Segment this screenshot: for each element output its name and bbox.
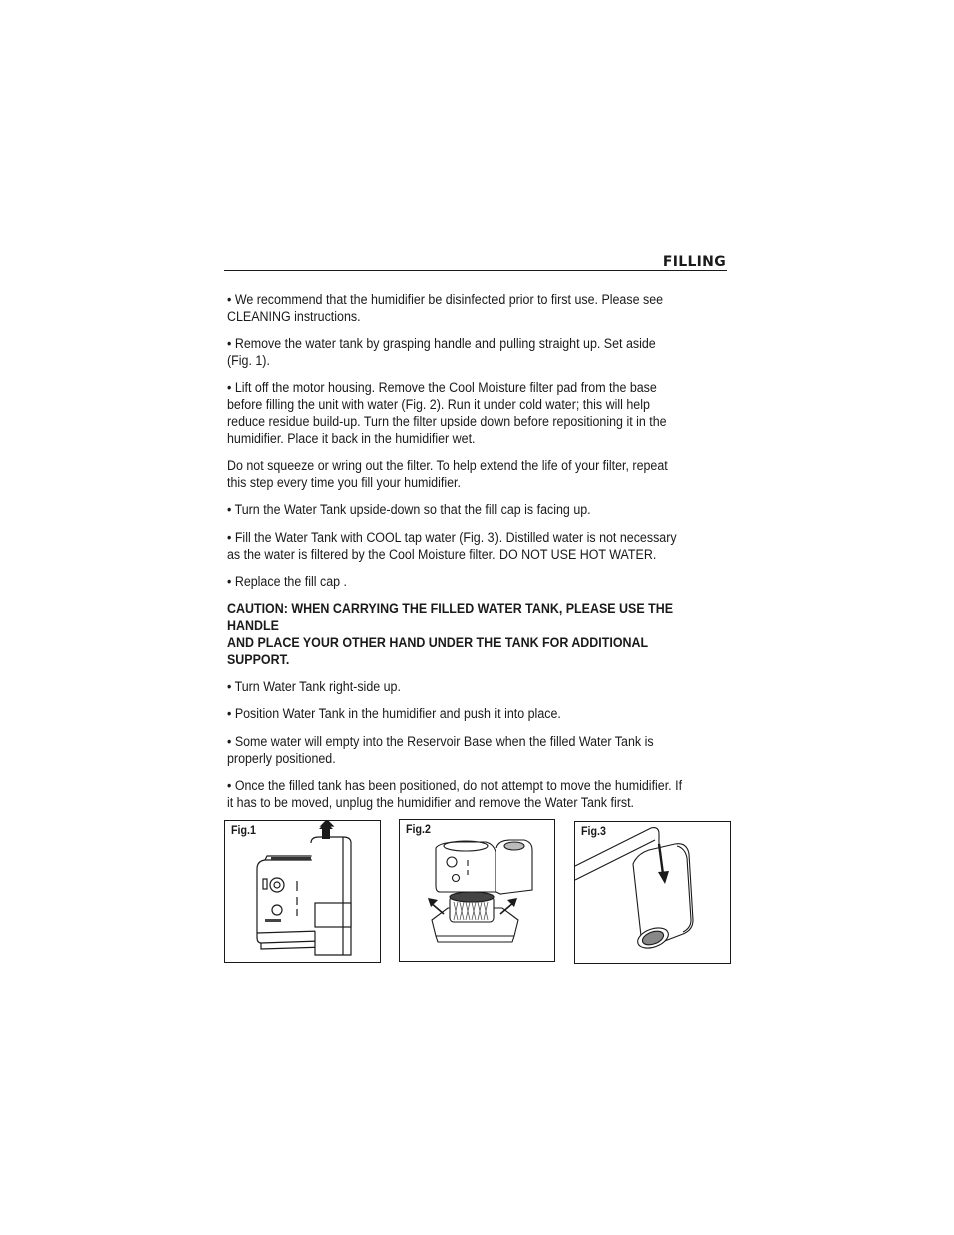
figure-3-label: Fig.3 — [581, 826, 606, 838]
header-rule — [224, 270, 727, 271]
paragraph-10: • Position Water Tank in the humidifier and push it into place. — [227, 706, 561, 722]
filter-removal-illustration — [400, 820, 554, 961]
figure-2-label: Fig.2 — [406, 824, 431, 836]
paragraph-4: Do not squeeze or wring out the filter. To help extend the life of your filter, repeat this step every time you fill your humidifier. — [227, 458, 668, 490]
paragraph-7: • Replace the fill cap . — [227, 573, 347, 589]
paragraph-3: • Lift off the motor housing. Remove the Cool Moisture filter pad from the base before filling the unit with water (Fig. 2). Run it under cold water; this will help reduce residue build-up. Turn the filter upside down before repositioning it in the humidifier. Place it back in the humidifier wet. — [227, 380, 667, 446]
tank-filling-illustration — [575, 822, 730, 963]
paragraph-2: • Remove the water tank by grasping handle and pulling straight up. Set aside (Fig. 1). — [227, 336, 656, 368]
figure-2 — [399, 819, 555, 962]
paragraph-1: • We recommend that the humidifier be disinfected prior to first use. Please see CLEANING instructions. — [227, 292, 664, 324]
section-title: FILLING — [662, 254, 726, 270]
paragraph-9: • Turn Water Tank right-side up. — [227, 679, 401, 695]
humidifier-tank-removal-illustration — [225, 821, 380, 962]
paragraph-6: • Fill the Water Tank with COOL tap water (Fig. 3). Distilled water is not necessary as the water is filtered by the Cool Moisture filter. DO NOT USE HOT WATER. — [227, 529, 677, 562]
caution-paragraph: CAUTION: WHEN CARRYING THE FILLED WATER TANK, PLEASE USE THE HANDLE AND PLACE YOUR OTHER HAND UNDER THE TANK FOR ADDITIONAL SUPPORT. — [227, 601, 674, 667]
figure-1-label: Fig.1 — [231, 825, 256, 837]
figure-3 — [574, 821, 731, 964]
paragraph-12: • Once the filled tank has been positioned, do not attempt to move the humidifier. If it has to be moved, unplug the humidifier and remove the Water Tank first. — [227, 778, 683, 810]
paragraph-5: • Turn the Water Tank upside-down so that the fill cap is facing up. — [227, 502, 591, 518]
paragraph-11: • Some water will empty into the Reservoir Base when the filled Water Tank is properly positioned. — [227, 733, 654, 766]
instructions-body — [227, 292, 687, 822]
figure-1 — [224, 820, 381, 963]
